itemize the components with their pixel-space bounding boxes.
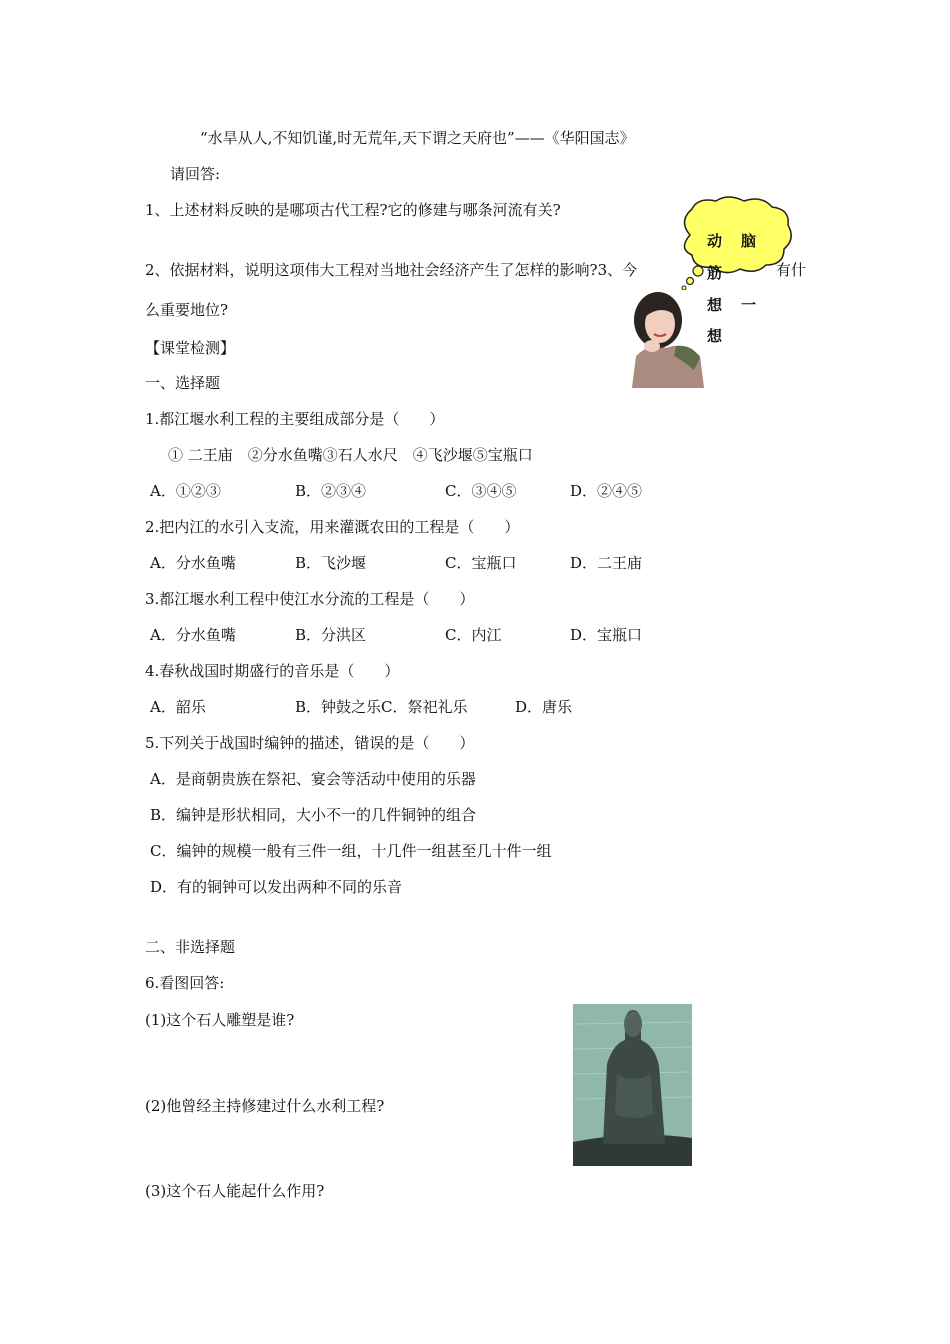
question-1: 1、上述材料反映的是哪项古代工程?它的修建与哪条河流有关?	[145, 201, 561, 219]
mc-5-option-b: B．编钟是形状相同，大小不一的几件铜钟的组合	[150, 806, 477, 824]
mc-1-option-d: D．②④⑤	[570, 482, 643, 500]
mc-5-option-c: C．编钟的规模一般有三件一组，十几件一组甚至几十件一组	[150, 842, 552, 860]
teacher-photo	[622, 286, 710, 388]
thought-bubble	[676, 195, 794, 290]
mc-1-option-b: B．②③④	[295, 482, 367, 500]
bubble-char-1: 动	[707, 232, 723, 250]
stone-statue-image	[573, 1004, 692, 1166]
bubble-char-5: 一	[741, 296, 757, 314]
bubble-char-6: 想	[707, 327, 723, 345]
section-class-test: 【课堂检测】	[145, 339, 236, 357]
question-2-line-2: 么重要地位?	[145, 301, 229, 319]
q6-part-2: (2)他曾经主持修建过什么水利工程?	[145, 1097, 385, 1115]
mc-4-option-a: A．韶乐	[150, 698, 206, 716]
mc-5-stem: 5.下列关于战国时编钟的描述，错误的是（ ）	[145, 734, 475, 752]
mc-3-option-b: B．分洪区	[295, 626, 367, 644]
mc-2-option-a: A．分水鱼嘴	[150, 554, 236, 572]
mc-2-option-b: B．飞沙堰	[295, 554, 367, 572]
mc-3-option-a: A．分水鱼嘴	[150, 626, 236, 644]
mc-5-option-a: A．是商朝贵族在祭祀、宴会等活动中使用的乐器	[150, 770, 476, 788]
mc-5-option-d: D．有的铜钟可以发出两种不同的乐音	[150, 878, 403, 896]
section-multiple-choice: 一、选择题	[145, 374, 221, 392]
mc-2-option-c: C．宝瓶口	[445, 554, 517, 572]
mc-4-stem: 4.春秋战国时期盛行的音乐是（ ）	[145, 662, 400, 680]
mc-2-option-d: D．二王庙	[570, 554, 643, 572]
q6-stem: 6.看图回答:	[145, 974, 225, 992]
quote-text: “水旱从人,不知饥谨,时无荒年,天下谓之天府也”——《华阳国志》	[200, 129, 635, 147]
mc-3-option-c: C．内江	[445, 626, 502, 644]
q6-part-3: (3)这个石人能起什么作用?	[145, 1182, 325, 1200]
bubble-char-2: 脑	[741, 232, 757, 250]
mc-2-stem: 2.把内江的水引入支流，用来灌溉农田的工程是（ ）	[145, 518, 520, 536]
prompt-text: 请回答:	[170, 165, 221, 183]
question-3-tail: 有什	[776, 261, 807, 279]
mc-4-option-b-c: B．钟鼓之乐C．祭祀礼乐	[295, 698, 468, 716]
mc-3-option-d: D．宝瓶口	[570, 626, 643, 644]
q6-part-1: (1)这个石人雕塑是谁?	[145, 1011, 295, 1029]
bubble-char-3: 筋	[707, 264, 723, 282]
mc-1-extra: ① 二王庙 ②分水鱼嘴③石人水尺 ④飞沙堰⑤宝瓶口	[168, 446, 533, 464]
mc-1-stem: 1.都江堰水利工程的主要组成部分是（ ）	[145, 410, 445, 428]
mc-1-option-c: C．③④⑤	[445, 482, 517, 500]
mc-1-option-a: A．①②③	[150, 482, 221, 500]
mc-3-stem: 3.都江堰水利工程中使江水分流的工程是（ ）	[145, 590, 475, 608]
bubble-char-4: 想	[707, 296, 723, 314]
section-non-choice: 二、非选择题	[145, 938, 236, 956]
mc-4-option-d: D．唐乐	[515, 698, 573, 716]
question-2-line-1: 2、依据材料，说明这项伟大工程对当地社会经济产生了怎样的影响?3、今	[145, 261, 638, 279]
